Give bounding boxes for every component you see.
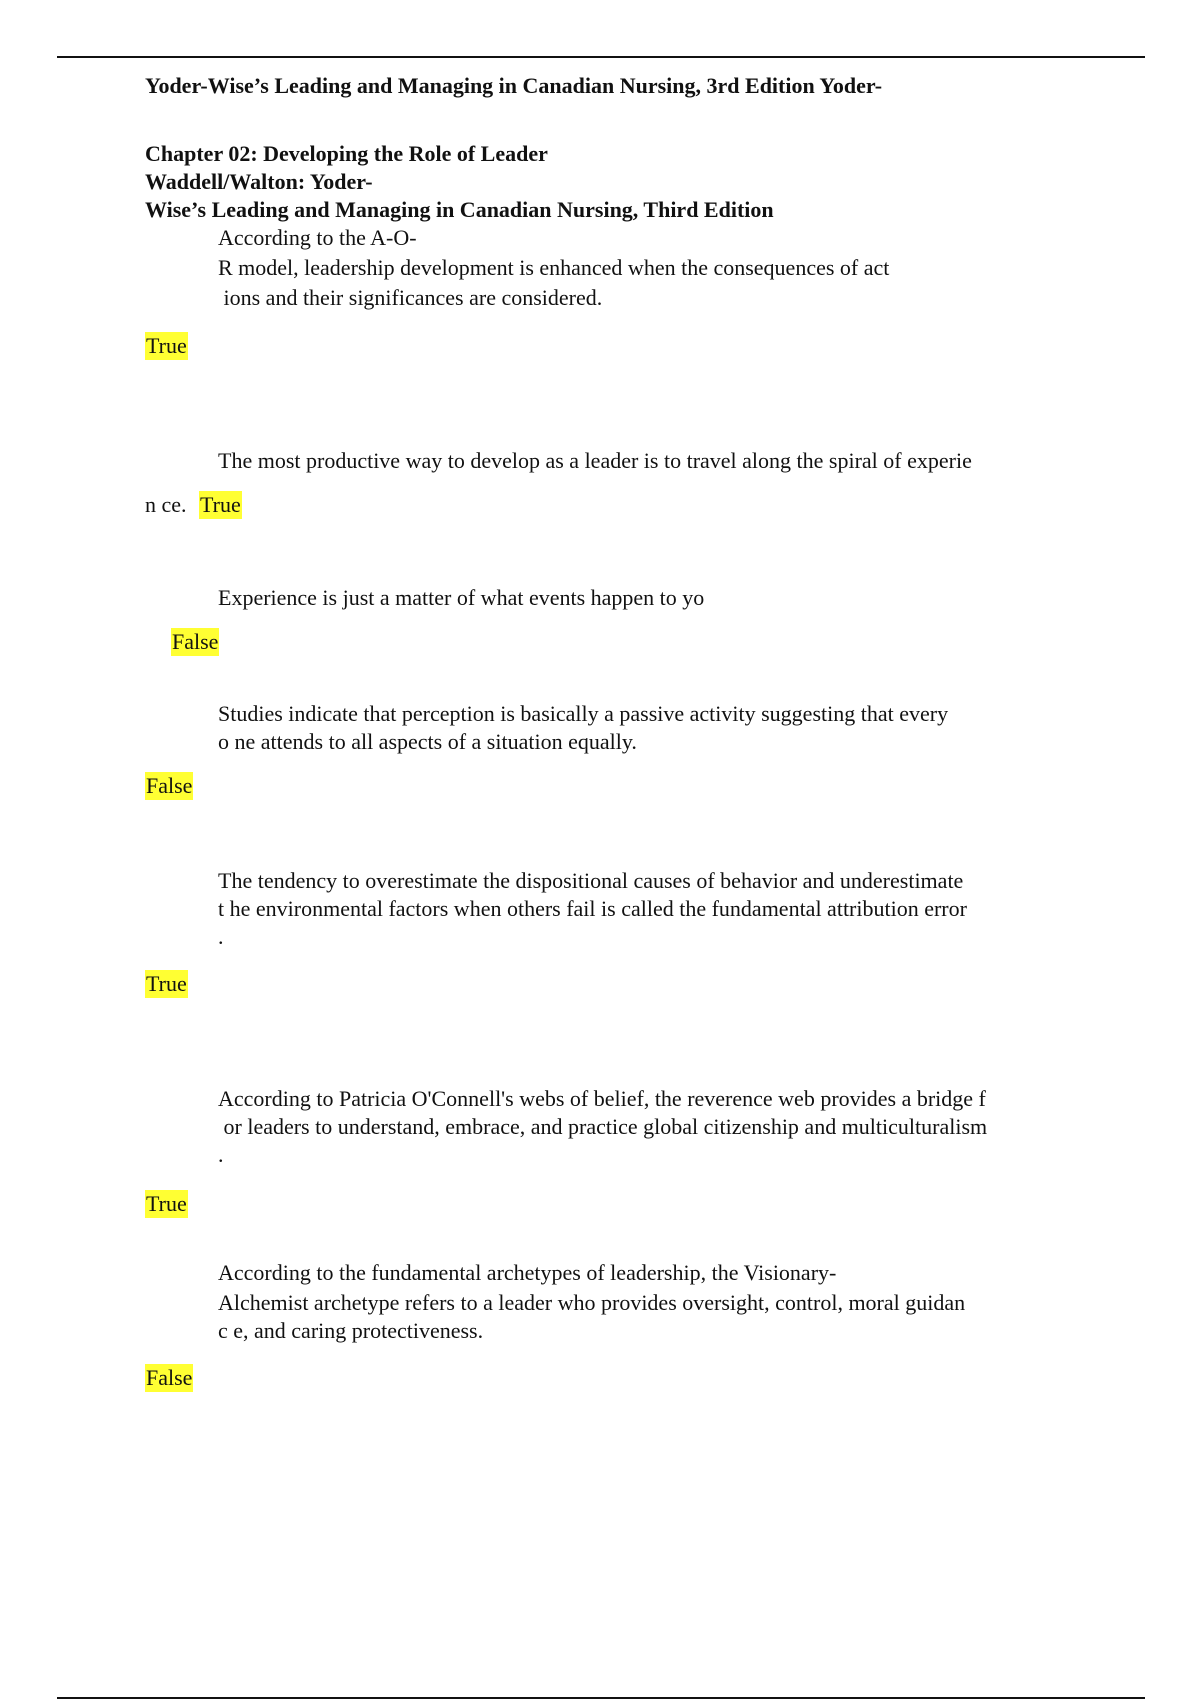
answer-badge: True [146,971,187,996]
chapter-title: Chapter 02: Developing the Role of Leader [145,141,548,166]
question-text-line: . [218,924,224,949]
question-text-line: According to the fundamental archetypes of leadership, the Visionary- [218,1260,837,1285]
question-text-line: t he environmental factors when others fail is called the fundamental attribution error [218,896,967,921]
question-text-line: According to the A-O- [218,225,417,250]
answer-badge: True [146,333,187,358]
bottom-rule [57,1697,1145,1699]
answer-badge: False [172,629,219,654]
question-text-line: o ne attends to all aspects of a situation equally. [218,729,637,754]
answer-badge: True [200,492,241,517]
answer-badge: True [146,1191,187,1216]
question-text-line: ions and their significances are considered. [218,285,603,310]
answer-badge: False [146,1365,193,1390]
question-text-line: c e, and caring protectiveness. [218,1318,484,1343]
question-text-line: Experience is just a matter of what events happen to yo [218,585,705,610]
question-text-line: Alchemist archetype refers to a leader who provides oversight, control, moral guidan [218,1290,966,1315]
running-title: Yoder-Wise’s Leading and Managing in Canadian Nursing, 3rd Edition Yoder- [145,73,883,98]
question-text-line: R model, leadership development is enhanced when the consequences of act [218,255,890,280]
question-text-line: According to Patricia O'Connell's webs of belief, the reverence web provides a bridge f [218,1086,986,1111]
chapter-book: Wise’s Leading and Managing in Canadian Nursing, Third Edition [145,197,774,222]
question-text-line: The most productive way to develop as a leader is to travel along the spiral of experie [218,448,972,473]
top-rule [57,56,1145,58]
question-text-line: n ce. [145,492,187,517]
question-text-line: . [218,1142,224,1167]
answer-badge: False [146,773,193,798]
question-text-line: Studies indicate that perception is basically a passive activity suggesting that every [218,701,949,726]
chapter-authors: Waddell/Walton: Yoder- [145,169,373,194]
question-text-line: The tendency to overestimate the dispositional causes of behavior and underestimate [218,868,964,893]
question-text-line: or leaders to understand, embrace, and practice global citizenship and multiculturalism [218,1114,988,1139]
